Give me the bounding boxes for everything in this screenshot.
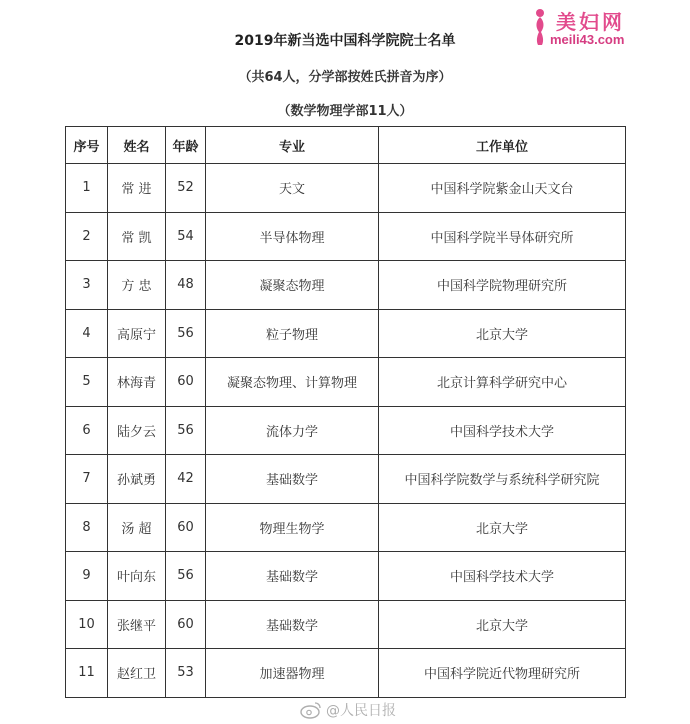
cell-name: 叶向东 (108, 552, 166, 601)
cell-index: 1 (66, 164, 108, 213)
cell-index: 8 (66, 503, 108, 552)
cell-index: 9 (66, 552, 108, 601)
cell-name: 方 忠 (108, 261, 166, 310)
cell-index: 6 (66, 406, 108, 455)
logo-text: 美妇网 (556, 10, 625, 34)
cell-name: 常 进 (108, 164, 166, 213)
cell-age: 60 (166, 358, 206, 407)
cell-name: 汤 超 (108, 503, 166, 552)
logo-url: meili43.com (550, 32, 625, 47)
cell-age: 56 (166, 552, 206, 601)
cell-age: 54 (166, 212, 206, 261)
header-organization: 工作单位 (379, 127, 626, 164)
cell-index: 3 (66, 261, 108, 310)
header-age: 年龄 (166, 127, 206, 164)
table-row (66, 309, 626, 358)
cell-major: 基础数学 (206, 600, 379, 649)
cell-index: 5 (66, 358, 108, 407)
table-row (66, 261, 626, 310)
watermark-text: @人民日报 (326, 703, 396, 719)
table-row (66, 503, 626, 552)
cell-major: 基础数学 (206, 455, 379, 504)
table-row (66, 649, 626, 698)
weibo-icon (300, 701, 322, 719)
cell-age: 53 (166, 649, 206, 698)
header-index: 序号 (66, 127, 108, 164)
cell-name: 赵红卫 (108, 649, 166, 698)
weibo-watermark (300, 700, 396, 720)
table-header-row (66, 127, 626, 164)
cell-major: 粒子物理 (206, 309, 379, 358)
cell-major: 半导体物理 (206, 212, 379, 261)
site-logo[interactable] (530, 6, 650, 52)
header-name: 姓名 (108, 127, 166, 164)
cell-index: 2 (66, 212, 108, 261)
cell-major: 凝聚态物理、计算物理 (206, 358, 379, 407)
cell-organization: 中国科学技术大学 (379, 406, 626, 455)
cell-index: 4 (66, 309, 108, 358)
cell-organization: 北京大学 (379, 309, 626, 358)
cell-name: 林海青 (108, 358, 166, 407)
cell-name: 高原宁 (108, 309, 166, 358)
cell-organization: 中国科学院半导体研究所 (379, 212, 626, 261)
table-row (66, 552, 626, 601)
table-row (66, 212, 626, 261)
document-title: 2019年新当选中国科学院院士名单 (234, 33, 456, 49)
table-row (66, 358, 626, 407)
cell-name: 孙斌勇 (108, 455, 166, 504)
cell-major: 加速器物理 (206, 649, 379, 698)
cell-age: 56 (166, 406, 206, 455)
document-subtitle: （共64人，分学部按姓氏拼音为序） (238, 70, 452, 85)
cell-name: 常 凯 (108, 212, 166, 261)
cell-index: 11 (66, 649, 108, 698)
cell-index: 7 (66, 455, 108, 504)
cell-name: 陆夕云 (108, 406, 166, 455)
cell-organization: 北京计算科学研究中心 (379, 358, 626, 407)
cell-organization: 中国科学院近代物理研究所 (379, 649, 626, 698)
cell-age: 60 (166, 600, 206, 649)
table-row (66, 455, 626, 504)
cell-organization: 中国科学院数学与系统科学研究院 (379, 455, 626, 504)
cell-organization: 中国科学院紫金山天文台 (379, 164, 626, 213)
cell-age: 48 (166, 261, 206, 310)
cell-major: 凝聚态物理 (206, 261, 379, 310)
cell-major: 物理生物学 (206, 503, 379, 552)
cell-age: 60 (166, 503, 206, 552)
table-row (66, 600, 626, 649)
cell-major: 天文 (206, 164, 379, 213)
section-title: （数学物理学部11人） (277, 104, 413, 119)
cell-major: 流体力学 (206, 406, 379, 455)
cell-organization: 中国科学技术大学 (379, 552, 626, 601)
cell-organization: 北京大学 (379, 600, 626, 649)
cell-age: 42 (166, 455, 206, 504)
table-row (66, 164, 626, 213)
header-major: 专业 (206, 127, 379, 164)
academician-table (65, 126, 626, 698)
cell-name: 张继平 (108, 600, 166, 649)
cell-age: 56 (166, 309, 206, 358)
cell-major: 基础数学 (206, 552, 379, 601)
table-row (66, 406, 626, 455)
cell-age: 52 (166, 164, 206, 213)
cell-index: 10 (66, 600, 108, 649)
cell-organization: 北京大学 (379, 503, 626, 552)
cell-organization: 中国科学院物理研究所 (379, 261, 626, 310)
woman-silhouette-icon (530, 8, 550, 46)
